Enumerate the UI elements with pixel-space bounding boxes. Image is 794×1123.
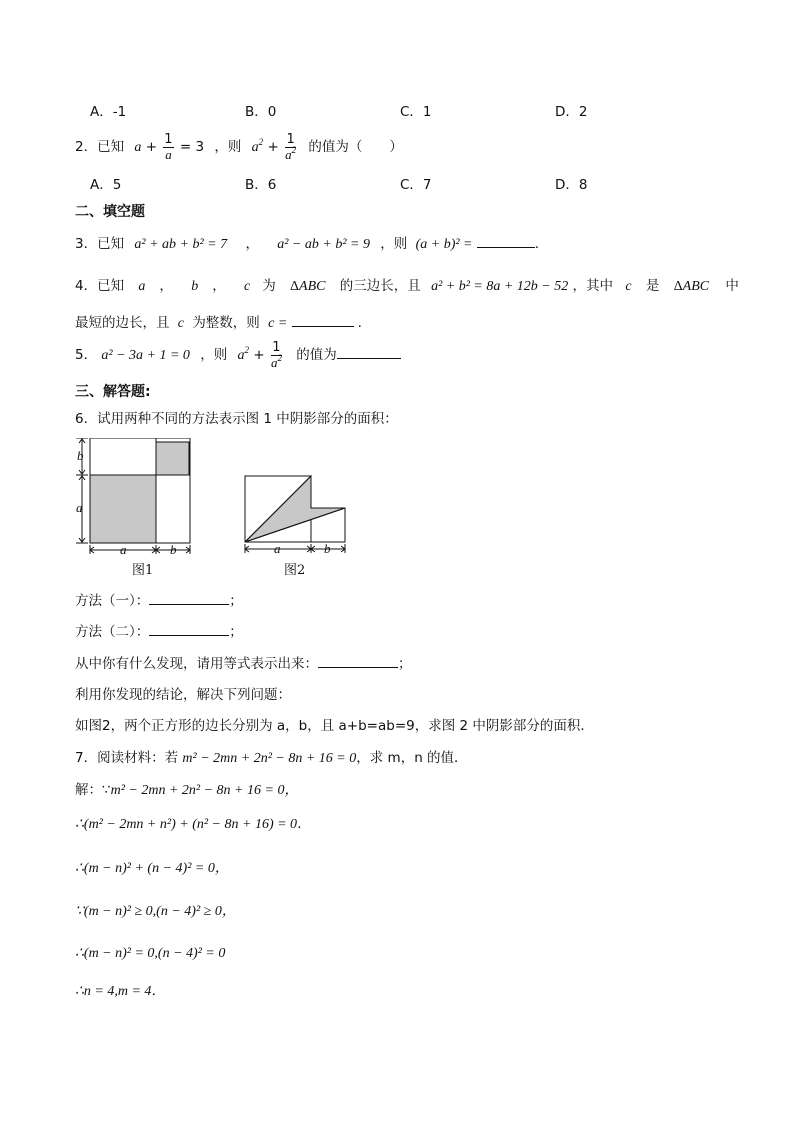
fig1-label-b-bottom: b [170,542,177,557]
q4-where-text: ，其中 [572,278,614,294]
q6-discover-label: 从中你有什么发现，请用等式表示出来： [75,656,318,672]
q3-number: 3． [75,236,98,252]
q2-option-a: A．5 [90,177,122,193]
fig1-label-a-left: a [76,500,83,515]
q6-method-2-label: 方法（二）： [75,624,150,640]
q5-fraction: $\frac{1}{a^2}$ [270,339,282,370]
q6-discover-blank[interactable] [318,654,398,668]
q6-method-1-semicolon: ； [229,593,243,609]
q7-solution-line-5: ∴(m − n)² = 0,(n − 4)² = 0 [75,946,226,961]
q6-method-1-blank[interactable] [149,591,229,605]
fig2-label-b-bottom: b [324,541,331,556]
fig2-shaded-region [245,476,345,542]
fig1-small-shaded-square [156,442,189,475]
q4-stem-line2: 最短的边长，且 c 为整数，则 c = . [75,315,362,331]
q7-solution-line-2: ∴(m² − 2mn + n²) + (n² − 8n + 16) = 0． [75,817,312,832]
section-fill-blank-heading: 二、填空题 [75,204,145,220]
q7-stem-text-b: ，求 m，n 的值． [356,750,468,766]
q4-is-text: 是 [645,278,660,294]
q2-fraction-1: $\frac{1}{a}$ [164,131,173,162]
q2-option-c: C．7 [400,177,432,193]
q7-solution-line-1 [75,781,298,800]
q5-then-label: ，则 [200,347,228,363]
q3-equation-1: a² + ab + b² = 7 [134,237,228,252]
q7-solution-line-3: ∴(m − n)² + (n − 4)² = 0， [75,861,229,876]
q4-mid-text: 中 [725,278,739,294]
q6-discover-semicolon: ； [398,656,412,672]
q3-ask-expression: (a + b)² = [415,237,473,252]
q3-given-label: 已知 [97,236,125,252]
q4-given-label: 已知 [97,278,125,294]
q2-fraction-2: $\frac{1}{a^2}$ [285,131,297,162]
q4-sides-text: 的三边长，且 [339,278,421,294]
q6-method-1 [75,591,243,610]
q2-then-label: ，则 [214,139,242,155]
q6-method-1-label: 方法（一）： [75,593,150,609]
q2-given-label: 已知 [97,139,125,155]
q5-answer-blank[interactable] [337,345,401,359]
q7-solution-line-6: ∴n = 4,m = 4． [75,984,166,999]
q7-stem-equation: m² − 2mn + 2n² − 8n + 16 = 0 [182,751,357,766]
q3-equation-2: a² − ab + b² = 9 [277,237,370,252]
q7-stem [75,749,468,768]
q1-option-b: B．0 [245,104,277,120]
fig2-caption: 图2 [284,563,306,578]
q5-equation: a² − 3a + 1 = 0 [101,348,190,363]
q2-option-d: D．8 [555,177,588,193]
q7-solution-line-4: ∵(m − n)² ≥ 0,(n − 4)² ≥ 0， [75,904,236,919]
q1-option-d: D．2 [555,104,588,120]
q5-number: 5． [75,347,98,363]
q6-use-conclusion: 利用你发现的结论，解决下列问题： [75,687,291,703]
q5-tail: 的值为 [296,347,337,363]
q4-answer-blank[interactable] [292,313,354,327]
q2-stem: 2．已知 a + $\frac{1}{a}$ = 3 ，则 $a^2$ + $\frac{1}{a^2}$ 的值为（ ） [75,131,403,162]
q4-number: 4． [75,278,98,294]
q7-solution-label: 解：∵ [75,782,111,798]
q6-discover [75,654,412,673]
q2-option-b: B．6 [245,177,277,193]
fig2-label-a-bottom: a [274,541,281,556]
q2-tail: 的值为（ ） [308,139,403,155]
fig1-label-a-bottom: a [120,542,127,557]
q4-stem-line1: 4．已知 a ， b ， c 为 ΔABC 的三边长，且 a² + b² = 8a + 12b − 52 ，其中 c 是 ΔABC 中 [75,278,739,294]
fig1-large-shaded-square [90,475,156,543]
figure-2 [238,470,353,580]
q4-line2-text-b: 为整数，则 [192,315,260,331]
q2-number: 2． [75,139,98,155]
q4-equation: a² + b² = 8a + 12b − 52 [431,279,569,294]
q3-then-label: ，则 [380,236,408,252]
section-solve-heading: 三、解答题: [75,384,151,400]
q6-method-2 [75,622,243,641]
q4-line2-text-a: 最短的边长，且 [75,315,170,331]
q5-stem: 5． a² − 3a + 1 = 0 ，则 $a^2$ + $\frac{1}{a^2}$ 的值为 [75,340,401,371]
fig1-caption: 图1 [132,563,154,578]
q6-method-2-semicolon: ； [229,624,243,640]
q6-method-2-blank[interactable] [149,622,229,636]
q3-answer-blank[interactable] [477,234,535,248]
q7-stem-text-a: 7．阅读材料：若 [75,750,179,766]
q7-line-1: m² − 2mn + 2n² − 8n + 16 = 0， [110,783,299,798]
q6-figure2-problem: 如图2，两个正方形的边长分别为 a，b，且 a+b=ab=9，求图 2 中阴影部分的面积． [75,718,594,734]
q3-stem: 3．已知 a² + ab + b² = 7 ， a² − ab + b² = 9 ，则 (a + b)² = . [75,236,540,252]
q4-ask-expression: c = [268,316,288,331]
fig1-label-b-left: b [77,448,84,463]
figure-1 [68,438,203,580]
q1-option-a: A．-1 [90,104,127,120]
q6-stem: 6．试用两种不同的方法表示图 1 中阴影部分的面积： [75,411,398,427]
q1-option-c: C．1 [400,104,432,120]
q4-end-mark: . [357,315,362,331]
